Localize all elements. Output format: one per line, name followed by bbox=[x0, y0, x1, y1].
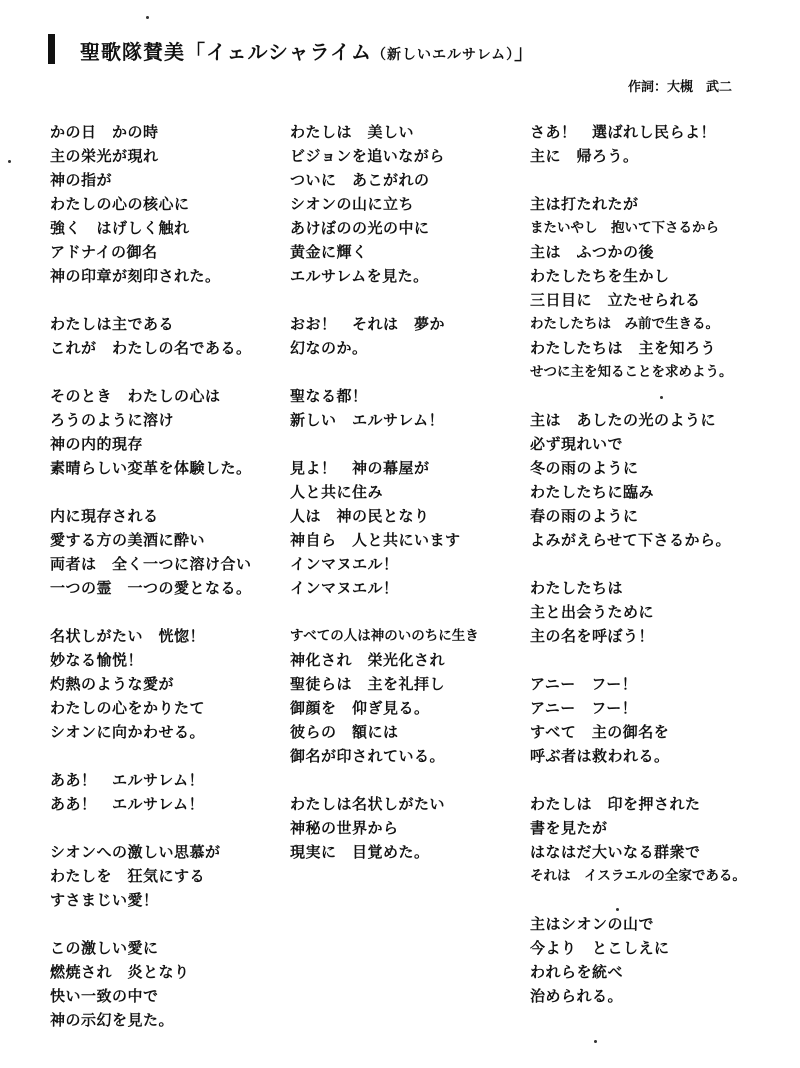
lyric-line: 主は打たれたが bbox=[530, 195, 639, 213]
lyric-line: 見よ！ 神の幕屋が bbox=[290, 459, 430, 477]
scan-speck bbox=[660, 396, 663, 399]
stanza bbox=[290, 456, 535, 600]
lyric-line: さあ！ 選ばれし民らよ！ bbox=[530, 123, 717, 141]
stanza bbox=[290, 120, 535, 288]
lyric-line: 聖なる都！ bbox=[290, 387, 368, 405]
stanza bbox=[50, 120, 295, 288]
lyric-line: 新しい エルサレム！ bbox=[290, 411, 445, 429]
lyric-line: 神の示幻を見た。 bbox=[50, 1011, 175, 1029]
lyric-line: ビジョンを追いながら bbox=[290, 147, 445, 165]
lyric-line: ああ！ エルサレム！ bbox=[50, 795, 205, 813]
lyric-line: わたしは主である bbox=[50, 315, 175, 333]
stanza bbox=[50, 504, 295, 600]
lyric-line: インマヌエル！ bbox=[290, 555, 399, 573]
lyric-line: われらを統べ bbox=[530, 963, 624, 981]
lyricist-credit: 作詞：大槻 武二 bbox=[627, 80, 732, 95]
lyric-line: 人と共に住み bbox=[290, 483, 384, 501]
title-subtitle: （新しいエルサレム） bbox=[372, 47, 515, 63]
lyric-line: シオンの山に立ち bbox=[290, 195, 415, 213]
lyric-line: アニー フー！ bbox=[530, 675, 638, 693]
lyric-line: 主に 帰ろう。 bbox=[530, 147, 639, 165]
scan-speck bbox=[8, 160, 11, 163]
lyrics-column-2 bbox=[290, 120, 535, 888]
lyric-line: 主は ふつかの後 bbox=[530, 243, 655, 261]
page-title bbox=[80, 36, 535, 65]
lyric-line: はなはだ大いなる群衆で bbox=[530, 843, 701, 861]
lyric-line: ああ！ エルサレム！ bbox=[50, 771, 205, 789]
lyric-line: それは イスラエルの全家である。 bbox=[530, 868, 746, 884]
lyric-line: わたしは名状しがたい bbox=[290, 795, 446, 813]
stanza bbox=[530, 192, 780, 384]
lyric-line: 愛する方の美酒に酔い bbox=[50, 531, 206, 549]
lyric-line: またいやし 抱いて下さるから bbox=[530, 220, 719, 236]
lyric-line: 必ず現れいで bbox=[530, 435, 624, 453]
lyric-line: わたしたちに臨み bbox=[530, 483, 655, 501]
lyric-line: 三日目に 立たせられる bbox=[530, 291, 701, 309]
scan-speck bbox=[616, 908, 619, 911]
stanza bbox=[290, 384, 535, 432]
lyric-line: 神の指が bbox=[50, 171, 113, 189]
lyric-line: 現実に 目覚めた。 bbox=[290, 843, 430, 861]
lyric-line: わたしたちは み前で生きる。 bbox=[530, 316, 719, 332]
lyric-line: かの日 かの時 bbox=[50, 123, 159, 141]
stanza bbox=[50, 936, 295, 1032]
lyric-line: せつに主を知ることを求めよう。 bbox=[530, 364, 733, 380]
stanza bbox=[50, 768, 295, 816]
lyrics-column-1 bbox=[50, 120, 295, 1056]
lyric-line: 御名が印されている。 bbox=[290, 747, 446, 765]
lyric-line: 名状しがたい 恍惚！ bbox=[50, 627, 206, 645]
lyric-line: わたしたちは bbox=[530, 579, 624, 597]
lyric-line: 主の名を呼ぼう！ bbox=[530, 627, 655, 645]
lyric-line: よみがえらせて下さるから。 bbox=[530, 531, 732, 549]
stanza bbox=[530, 576, 780, 648]
stanza bbox=[530, 792, 780, 888]
lyric-line: 御顔を 仰ぎ見る。 bbox=[290, 699, 430, 717]
lyric-line: 神自ら 人と共にいます bbox=[290, 531, 461, 549]
lyric-line: わたしを 狂気にする bbox=[50, 867, 206, 885]
lyric-line: エルサレムを見た。 bbox=[290, 267, 429, 285]
scan-speck bbox=[594, 1040, 597, 1043]
title-bar-mark bbox=[48, 34, 55, 64]
stanza bbox=[50, 384, 295, 480]
lyric-line: 今より とこしえに bbox=[530, 939, 670, 957]
lyric-line: 燃焼され 炎となり bbox=[50, 963, 190, 981]
lyric-line: 神の内的現存 bbox=[50, 435, 144, 453]
lyric-line: すべての人は神のいのちに生き bbox=[290, 628, 479, 644]
stanza bbox=[530, 912, 780, 1008]
lyric-line: そのとき わたしの心は bbox=[50, 387, 221, 405]
lyric-line: 主の栄光が現れ bbox=[50, 147, 159, 165]
lyric-line: アニー フー！ bbox=[530, 699, 638, 717]
lyric-line: わたしは 美しい bbox=[290, 123, 415, 141]
lyric-line: シオンに向かわせる。 bbox=[50, 723, 206, 741]
lyric-line: アドナイの御名 bbox=[50, 243, 158, 261]
lyric-line: わたしの心をかりたて bbox=[50, 699, 206, 717]
lyric-line: 灼熱のような愛が bbox=[50, 675, 175, 693]
lyric-line: 黄金に輝く bbox=[290, 243, 368, 261]
lyric-line: 妙なる愉悦！ bbox=[50, 651, 144, 669]
lyric-line: わたしの心の核心に bbox=[50, 195, 190, 213]
lyric-line: 春の雨のように bbox=[530, 507, 639, 525]
stanza bbox=[530, 408, 780, 552]
lyric-line: 呼ぶ者は救われる。 bbox=[530, 747, 670, 765]
stanza bbox=[530, 672, 780, 768]
lyric-line: 両者は 全く一つに溶け合い bbox=[50, 555, 252, 573]
lyric-line: 彼らの 額には bbox=[290, 723, 399, 741]
lyric-line: わたしは 印を押された bbox=[530, 795, 701, 813]
lyric-line: ついに あこがれの bbox=[290, 171, 430, 189]
lyric-line: あけぼのの光の中に bbox=[290, 219, 430, 237]
lyric-line: 主はシオンの山で bbox=[530, 915, 655, 933]
stanza bbox=[50, 624, 295, 744]
lyrics-column-3 bbox=[530, 120, 780, 1032]
lyric-line: わたしたちを生かし bbox=[530, 267, 670, 285]
lyric-line: すべて 主の御名を bbox=[530, 723, 670, 741]
stanza bbox=[290, 312, 535, 360]
lyric-line: シオンへの激しい思慕が bbox=[50, 843, 221, 861]
title-main: 聖歌隊賛美「イェルシャライム bbox=[80, 40, 372, 64]
stanza bbox=[290, 624, 535, 768]
lyric-line: この激しい愛に bbox=[50, 939, 159, 957]
lyric-line: 主と出会うために bbox=[530, 603, 655, 621]
stanza bbox=[50, 312, 295, 360]
lyric-line: インマヌエル！ bbox=[290, 579, 399, 597]
title-close-bracket: 」 bbox=[514, 40, 536, 64]
lyric-line: これが わたしの名である。 bbox=[50, 339, 252, 357]
lyric-line: 内に現存される bbox=[50, 507, 159, 525]
lyric-line: ろうのように溶け bbox=[50, 411, 175, 429]
lyric-line: 素晴らしい変革を体験した。 bbox=[50, 459, 252, 477]
lyric-line: 治められる。 bbox=[530, 987, 624, 1005]
stanza bbox=[530, 120, 780, 168]
lyric-line: 幻なのか。 bbox=[290, 339, 368, 357]
lyric-line: 人は 神の民となり bbox=[290, 507, 430, 525]
lyric-line: おお！ それは 夢か bbox=[290, 315, 446, 333]
stanza bbox=[50, 840, 295, 912]
lyric-line: 強く はげしく触れ bbox=[50, 219, 190, 237]
lyric-line: 一つの霊 一つの愛となる。 bbox=[50, 579, 252, 597]
lyric-line: 主は あしたの光のように bbox=[530, 411, 717, 429]
lyric-line: 神化され 栄光化され bbox=[290, 651, 446, 669]
stanza bbox=[290, 792, 535, 864]
lyric-line: 書を見たが bbox=[530, 819, 608, 837]
lyric-line: 快い一致の中で bbox=[50, 987, 159, 1005]
lyric-line: 神の印章が刻印された。 bbox=[50, 267, 221, 285]
scan-speck bbox=[146, 16, 149, 19]
lyric-line: 冬の雨のように bbox=[530, 459, 639, 477]
lyric-line: すさまじい愛！ bbox=[50, 891, 159, 909]
lyric-line: 聖徒らは 主を礼拝し bbox=[290, 675, 446, 693]
lyric-line: わたしたちは 主を知ろう bbox=[530, 339, 717, 357]
lyric-line: 神秘の世界から bbox=[290, 819, 399, 837]
